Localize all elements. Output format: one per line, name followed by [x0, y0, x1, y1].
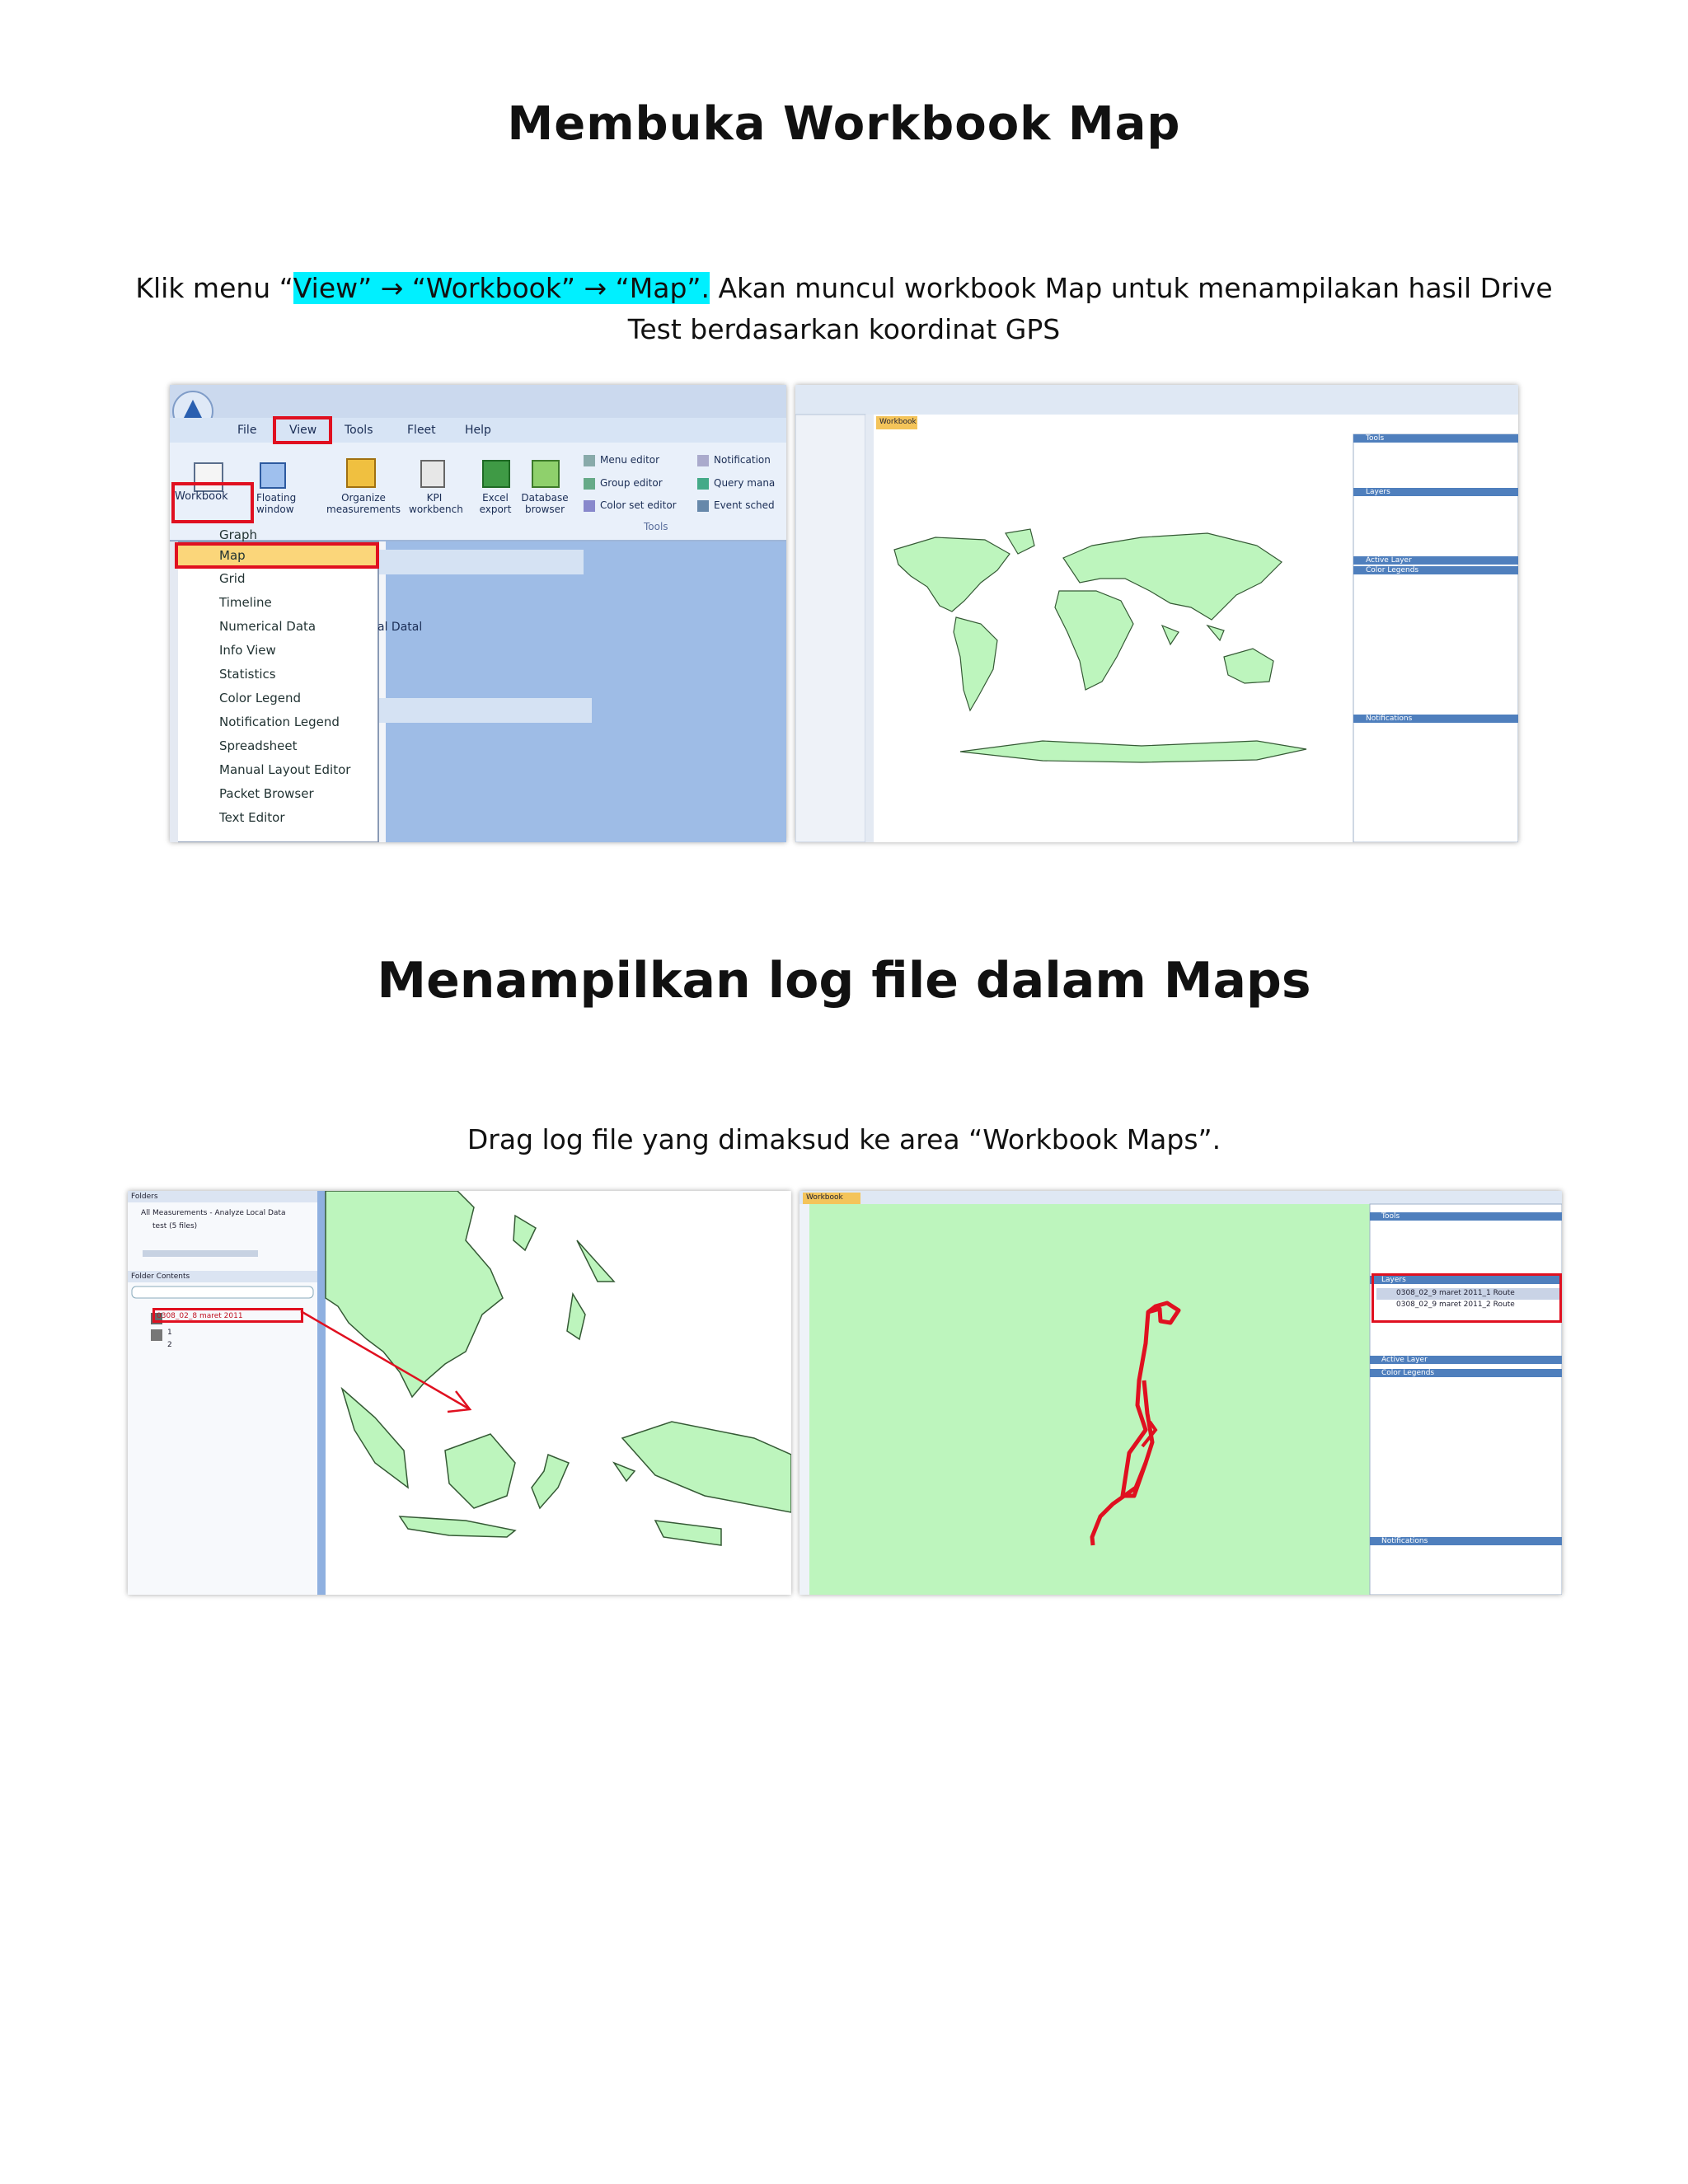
- workbook-tab[interactable]: Workbook: [879, 418, 917, 426]
- map-item-highlight: [175, 542, 379, 569]
- color-set-editor-button[interactable]: Color set editor: [600, 499, 677, 511]
- tree-child[interactable]: test (5 files): [152, 1222, 198, 1230]
- panel-color-legends[interactable]: Color Legends: [1381, 1369, 1435, 1377]
- menu-item-manual-layout-editor[interactable]: Manual Layout Editor: [219, 762, 351, 777]
- highlighted-menu-path: View” → “Workbook” → “Map”.: [293, 272, 710, 304]
- panel-layers[interactable]: Layers: [1366, 488, 1390, 496]
- tree-root[interactable]: All Measurements - Analyze Local Data: [141, 1209, 286, 1217]
- menu-item-packet-browser[interactable]: Packet Browser: [219, 786, 314, 801]
- partial-panel-text: al Datal: [377, 621, 423, 634]
- world-map-screenshot: [795, 385, 1518, 842]
- database-browser-button[interactable]: Database browser: [521, 492, 569, 515]
- organize-measurements-button[interactable]: Organize measurements: [326, 492, 401, 515]
- menu-item-notification-legend[interactable]: Notification Legend: [219, 715, 340, 729]
- instruction-drag-log: Drag log file yang dimaksud ke area “Workbook Maps”.: [467, 1123, 1221, 1155]
- panel-notifications[interactable]: Notifications: [1381, 1537, 1428, 1545]
- log-file-item[interactable]: 0308_02_8 maret 2011: [157, 1312, 243, 1320]
- folders-header: Folders: [131, 1193, 158, 1201]
- menu-item-text-editor[interactable]: Text Editor: [219, 810, 285, 825]
- panel-tools[interactable]: Tools: [1381, 1212, 1400, 1221]
- drag-log-screenshot: [128, 1191, 791, 1595]
- instruction-suffix: Akan muncul workbook Map untuk menampilakan hasil Drive Test berdasarkan koordinat GPS: [627, 272, 1553, 345]
- panel-notifications[interactable]: Notifications: [1366, 715, 1413, 723]
- panel-tools[interactable]: Tools: [1366, 434, 1385, 443]
- layer-entry-2[interactable]: 0308_02_9 maret 2011_2 Route: [1396, 1301, 1515, 1309]
- layer-entry-1[interactable]: 0308_02_9 maret 2011_1 Route: [1396, 1289, 1515, 1297]
- view-tab-highlight: [273, 416, 332, 444]
- menu-item-grid[interactable]: Grid: [219, 571, 246, 586]
- menu-item-info-view[interactable]: Info View: [219, 643, 276, 658]
- tab-file[interactable]: File: [237, 424, 257, 437]
- kpi-workbench-button[interactable]: KPI workbench: [409, 492, 463, 515]
- menu-item-color-legend[interactable]: Color Legend: [219, 691, 302, 705]
- log-sub-item-1[interactable]: 1: [167, 1329, 172, 1337]
- instruction-open-map: [124, 268, 1564, 350]
- tab-tools[interactable]: Tools: [345, 424, 373, 437]
- menu-item-map[interactable]: Map: [219, 548, 246, 563]
- tab-view[interactable]: View: [289, 424, 317, 437]
- layers-highlight: [1372, 1273, 1562, 1323]
- panel-active-layer[interactable]: Active Layer: [1366, 556, 1412, 565]
- event-scheduler-button[interactable]: Event sched: [714, 499, 775, 511]
- menu-item-timeline[interactable]: Timeline: [219, 595, 272, 610]
- query-manager-button[interactable]: Query mana: [714, 477, 776, 489]
- tab-fleet[interactable]: Fleet: [407, 424, 436, 437]
- menu-item-spreadsheet[interactable]: Spreadsheet: [219, 738, 298, 753]
- workbook-button[interactable]: Workbook: [175, 490, 228, 503]
- section-title-workbook-map: Membuka Workbook Map: [507, 97, 1181, 151]
- section-title-log-file: Menampilkan log file dalam Maps: [377, 952, 1311, 1010]
- log-sub-item-2[interactable]: 2: [167, 1341, 172, 1349]
- notification-button[interactable]: Notification: [714, 454, 771, 466]
- route-map-screenshot: [799, 1191, 1562, 1595]
- tools-group-label: Tools: [644, 521, 668, 532]
- menu-editor-button[interactable]: Menu editor: [600, 454, 660, 466]
- workbook-button-highlight: [171, 482, 254, 523]
- menu-item-numerical-data[interactable]: Numerical Data: [219, 619, 316, 634]
- menu-item-graph[interactable]: Graph: [219, 527, 258, 542]
- ribbon-menu-screenshot: [170, 385, 786, 842]
- menu-item-statistics[interactable]: Statistics: [219, 667, 276, 682]
- instruction-prefix: Klik menu “: [135, 272, 293, 304]
- panel-active-layer[interactable]: Active Layer: [1381, 1356, 1428, 1364]
- workbook-tab[interactable]: Workbook: [806, 1193, 843, 1202]
- group-editor-button[interactable]: Group editor: [600, 477, 663, 489]
- panel-layers[interactable]: Layers: [1381, 1276, 1406, 1284]
- excel-export-button[interactable]: Excel export: [479, 492, 512, 515]
- panel-color-legends[interactable]: Color Legends: [1366, 566, 1419, 574]
- log-file-highlight: [152, 1308, 303, 1323]
- tab-help[interactable]: Help: [465, 424, 491, 437]
- floating-window-button[interactable]: Floating window: [256, 492, 297, 515]
- folder-contents-header: Folder Contents: [131, 1272, 190, 1281]
